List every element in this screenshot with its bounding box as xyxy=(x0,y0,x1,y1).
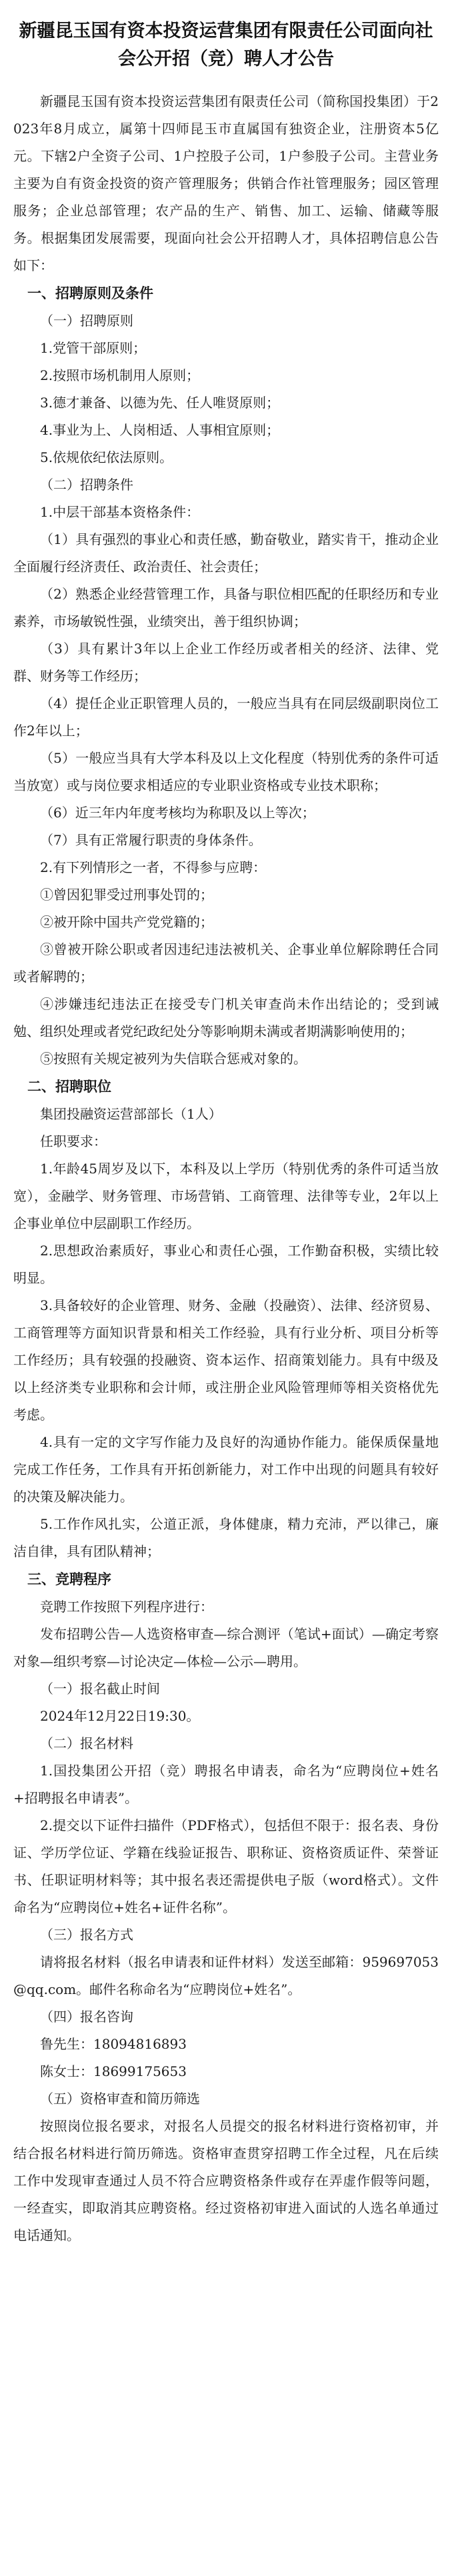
paragraph: 1.年龄45周岁及以下，本科及以上学历（特别优秀的条件可适当放宽），金融学、财务管理、市场营销、工商管理、法律等专业，2年以上企事业单位中层副职工作经历。 xyxy=(13,1161,439,1231)
paragraph: （4）提任企业正职管理人员的，一般应当具有在同层级副职岗位工作2年以上； xyxy=(13,695,439,739)
section-heading: 一、招聘原则及条件 xyxy=(27,285,153,301)
paragraph: 2.有下列情形之一者，不得参与应聘： xyxy=(40,859,267,875)
paragraph: 3.具备较好的企业管理、财务、金融（投融资）、法律、经济贸易、工商管理等方面知识背景和相关工作经验，具有行业分析、项目分析等工作经历；具有较强的投融资、资本运作、招商策划能力。具有中级及以上经济类专业职称和会计师，或注册企业风险管理师等相关资格优先考虑。 xyxy=(13,1297,439,1423)
paragraph: ①曾因犯罪受过刑事处罚的； xyxy=(40,887,213,903)
paragraph: （5）一般应当具有大学本科及以上文化程度（特别优秀的条件可适当放宽）或与岗位要求相适应的专业职业资格或专业技术职称； xyxy=(13,750,439,793)
paragraph: 按照岗位报名要求，对报名人员提交的报名材料进行资格初审，并结合报名材料进行简历筛选。资格审查贯穿招聘工作全过程，凡在后续工作中发现审查通过人员不符合应聘资格条件或存在弄虚作假等问题，一经查实，即取消其应聘资格。经过资格初审进入面试的人选名单通过电话通知。 xyxy=(13,2118,439,2243)
page-title: 新疆昆玉国有资本投资运营集团有限责任公司面向社会公开招（竞）聘人才公告 xyxy=(19,21,433,69)
section-heading: 二、招聘职位 xyxy=(27,1079,111,1095)
paragraph: 4.具有一定的文字写作能力及良好的沟通协作能力。能保质保量地完成工作任务，工作具有开拓创新能力，对工作中出现的问题具有较好的决策及解决能力。 xyxy=(13,1434,439,1505)
paragraph: 2.按照市场机制用人原则； xyxy=(40,367,200,383)
paragraph: 竞聘工作按照下列程序进行： xyxy=(40,1599,213,1615)
paragraph: 5.工作作风扎实，公道正派，身体健康，精力充沛，严以律己，廉洁自律，具有团队精神； xyxy=(13,1516,439,1559)
paragraph: （1）具有强烈的事业心和责任感，勤奋敬业，踏实肯干，推动企业全面履行经济责任、政治责任、社会责任； xyxy=(13,531,439,575)
paragraph: 请将报名材料（报名申请表和证件材料）发送至邮箱：959697053@qq.com。邮件名称命名为“应聘岗位+姓名”。 xyxy=(13,1954,439,1997)
paragraph: 3.德才兼备、以德为先、任人唯贤原则； xyxy=(40,395,280,411)
paragraph: （二）报名材料 xyxy=(40,1735,133,1751)
paragraph: （四）报名咨询 xyxy=(40,2009,133,2025)
paragraph: 4.事业为上、人岗相适、人事相宜原则； xyxy=(40,422,280,438)
paragraph: ④涉嫌违纪违法正在接受专门机关审查尚未作出结论的；受到诫勉、组织处理或者党纪政纪处分等影响期未满或者期满影响使用的； xyxy=(13,996,439,1039)
paragraph: （一）招聘原则 xyxy=(40,313,133,329)
paragraph: （一）报名截止时间 xyxy=(40,1681,160,1697)
paragraph: 1.国投集团公开招（竞）聘报名申请表，命名为“应聘岗位+姓名+招聘报名申请表”。 xyxy=(13,1763,439,1806)
paragraph: 新疆昆玉国有资本投资运营集团有限责任公司（简称国投集团）于2023年8月成立，属第十四师昆玉市直属国有独资企业，注册资本5亿元。下辖2户全资子公司、1户控股子公司，1户参股子公司。主营业务主要为自有资金投资的资产管理服务；供销合作社管理服务；园区管理服务；企业总部管理；农产品的生产、销售、加工、运输、储藏等服务。根据集团发展需要，现面向社会公开招聘人才，具体招聘信息公告如下： xyxy=(13,93,439,273)
paragraph: ②被开除中国共产党党籍的； xyxy=(40,914,213,930)
paragraph: 1.党管干部原则； xyxy=(40,340,147,356)
paragraph: 陈女士：18699175653 xyxy=(40,2063,187,2079)
paragraph: 任职要求： xyxy=(40,1133,107,1149)
announcement-body xyxy=(13,88,439,2249)
paragraph: ⑤按照有关规定被列为失信联合惩戒对象的。 xyxy=(40,1051,307,1067)
paragraph: 1.中层干部基本资格条件： xyxy=(40,504,200,520)
section-heading: 三、竞聘程序 xyxy=(27,1571,111,1587)
paragraph: 发布招聘公告—人选资格审查—综合测评（笔试+面试）—确定考察对象—组织考察—讨论决定—体检—公示—聘用。 xyxy=(13,1626,439,1669)
paragraph: 2.思想政治素质好，事业心和责任心强，工作勤奋积极，实绩比较明显。 xyxy=(13,1243,439,1286)
paragraph: ③曾被开除公职或者因违纪违法被机关、企事业单位解除聘任合同或者解聘的； xyxy=(13,941,439,985)
paragraph: （五）资格审查和简历筛选 xyxy=(40,2091,200,2107)
paragraph: 2024年12月22日19:30。 xyxy=(40,1708,200,1724)
paragraph: （2）熟悉企业经营管理工作，具备与职位相匹配的任职经历和专业素养，市场敏锐性强，业绩突出，善于组织协调； xyxy=(13,586,439,629)
paragraph: （二）招聘条件 xyxy=(40,477,133,493)
paragraph: （6）近三年内年度考核均为称职及以上等次； xyxy=(40,805,315,821)
paragraph: （3）具有累计3年以上企业工作经历或者相关的经济、法律、党群、财务等工作经历； xyxy=(13,641,439,684)
paragraph: 鲁先生：18094816893 xyxy=(40,2036,187,2052)
paragraph: 5.依规依纪依法原则。 xyxy=(40,449,173,465)
paragraph: （7）具有正常履行职责的身体条件。 xyxy=(40,832,262,848)
paragraph: 集团投融资运营部部长（1人） xyxy=(40,1106,222,1122)
paragraph: 2.提交以下证件扫描件（PDF格式），包括但不限于：报名表、身份证、学历学位证、学籍在线验证报告、职称证、资格资质证件、荣誉证书、任职证明材料等；其中报名表还需提供电子版（word格式）。文件命名为“应聘岗位+姓名+证件名称”。 xyxy=(13,1817,439,1915)
paragraph: （三）报名方式 xyxy=(40,1927,133,1943)
